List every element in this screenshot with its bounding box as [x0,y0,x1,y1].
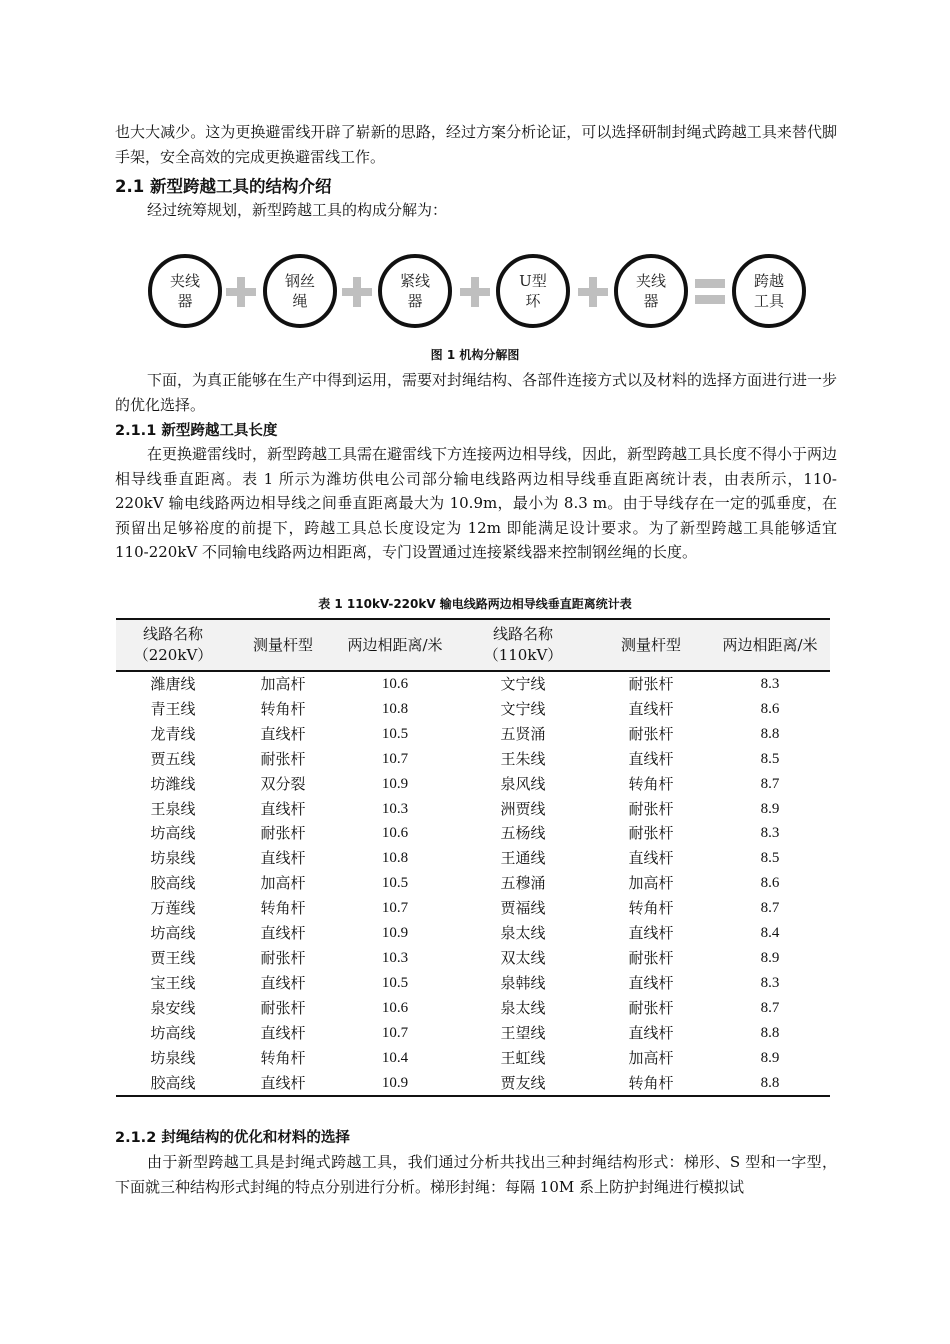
table-cell: 8.4 [760,925,780,942]
table-cell: 直线杆 [628,749,674,768]
table-cell: 8.3 [760,676,780,692]
table-row [116,1046,830,1071]
table-cell: 10.6 [381,825,409,842]
table-cell: 转角杆 [628,899,674,918]
table-cell: 直线杆 [260,724,306,743]
table-cell: 王望线 [500,1023,546,1042]
table-1-caption: 表 1 110kV-220kV 输电线路两边相导线垂直距离统计表 [318,597,632,611]
table-cell: 8.3 [760,825,780,842]
table-cell: 加高杆 [628,874,674,893]
table-cell: 10.3 [381,800,409,817]
table-cell: 8.3 [760,974,780,991]
paragraph-after-figure: 下面，为真正能够在生产中得到运用，需要对封绳结构、各部件连接方式以及材料的选择方面进行进一步的优化选择。 [115,371,838,414]
table-cell: 转角杆 [628,774,674,793]
table-cell: 王朱线 [500,749,546,768]
table-cell: 耐张杆 [260,998,306,1017]
plus-icon [460,277,490,307]
table-cell: 10.4 [381,1049,409,1066]
section-2-1-paragraph: 经过统筹规划，新型跨越工具的构成分解为： [147,201,448,219]
table-row [116,697,830,722]
result-crossing-tool: 跨越 工具 [732,254,806,328]
table-row [116,797,830,822]
table-cell: 耐张杆 [628,675,674,693]
table-cell: 10.7 [381,1024,409,1041]
table-cell: 直线杆 [628,973,674,992]
table-cell: 加高杆 [628,1048,674,1067]
table-cell: 王通线 [500,849,546,868]
table-row [116,921,830,946]
table-cell: 泉韩线 [500,973,546,992]
component-clamp-left: 夹线 器 [148,254,222,328]
table-cell: 8.9 [760,1049,780,1066]
table-cell: 8.7 [760,900,780,917]
header-tower-type: 测量杆型 [592,619,710,671]
section-2-1-2-paragraph: 由于新型跨越工具是封绳式跨越工具，我们通过分析共找出三种封绳结构形式：梯形、S 型和一字型，下面就三种结构形式封绳的特点分别进行分析。梯形封绳：每隔 10M 系上防护封绳进行模拟试 [115,1153,837,1196]
table-cell: 8.8 [760,1024,780,1041]
table-cell: 8.9 [760,949,780,966]
table-row [116,871,830,896]
plus-icon [578,277,608,307]
table-cell: 洲贾线 [500,799,546,818]
table-row [116,996,830,1021]
table-cell: 直线杆 [260,924,306,943]
table-row [116,772,830,797]
table-cell: 双太线 [500,948,546,967]
table-cell: 10.6 [381,999,409,1016]
table-cell: 泉安线 [150,998,196,1017]
equals-icon [695,279,725,305]
table-row [116,946,830,971]
table-cell: 坊潍线 [150,774,196,793]
table-cell: 8.5 [760,850,780,867]
table-cell: 龙青线 [150,724,196,743]
table-cell: 文宁线 [500,699,546,718]
section-2-1-2-heading: 2.1.2 封绳结构的优化和材料的选择 [115,1130,350,1146]
table-cell: 五贤涌 [500,724,546,743]
component-steel-rope: 钢丝 绳 [263,254,337,328]
table-cell: 8.8 [760,725,780,742]
table-cell: 坊高线 [150,924,196,943]
section-2-1-1-heading: 2.1.1 新型跨越工具长度 [115,423,278,439]
table-cell: 耐张杆 [628,824,674,843]
plus-icon [226,277,256,307]
table-cell: 耐张杆 [628,724,674,743]
table-cell: 10.9 [381,925,409,942]
table-cell: 8.6 [760,875,780,892]
table-cell: 直线杆 [628,1023,674,1042]
table-cell: 胶高线 [116,1071,230,1097]
table-cell: 10.9 [336,1071,454,1097]
table-cell: 贾王线 [150,948,196,967]
table-cell: 直线杆 [260,1023,306,1042]
table-cell: 五穆涌 [500,874,546,893]
figure-1-diagram [140,248,820,338]
component-u-ring: U型 环 [496,254,570,328]
header-distance: 两边相距离/米 [710,619,830,671]
table-cell: 直线杆 [230,1071,336,1097]
component-tensioner: 紧线 器 [378,254,452,328]
table-cell: 王泉线 [150,799,196,818]
header-distance: 两边相距离/米 [336,619,454,671]
table-cell: 王虹线 [500,1048,546,1067]
table-cell: 耐张杆 [260,749,306,768]
table-cell: 贾福线 [500,899,546,918]
table-cell: 坊泉线 [150,1048,196,1067]
table-cell: 8.8 [710,1071,830,1097]
table-cell: 耐张杆 [628,998,674,1017]
intro-paragraph: 也大大减少。这为更换避雷线开辟了崭新的思路，经过方案分析论证，可以选择研制封绳式跨越工具来替代脚手架，安全高效的完成更换避雷线工作。 [115,123,837,166]
table-row [116,846,830,871]
table-cell: 直线杆 [260,799,306,818]
table-row [116,896,830,921]
table-row [116,722,830,747]
table-cell: 直线杆 [260,849,306,868]
table-cell: 潍唐线 [150,675,196,693]
table-cell: 8.6 [760,700,780,717]
table-cell: 8.7 [760,999,780,1016]
header-line-name-110kv: 线路名称 （110kV） [454,619,592,671]
table-cell: 贾友线 [454,1071,592,1097]
table-cell: 坊高线 [150,1023,196,1042]
table-cell: 10.6 [381,676,409,692]
table-cell: 转角杆 [260,1048,306,1067]
table-header-row [116,619,830,671]
table-row [116,1071,830,1097]
table-cell: 万莲线 [150,899,196,918]
section-2-1-heading: 2.1 新型跨越工具的结构介绍 [115,177,332,196]
table-cell: 加高杆 [260,675,306,693]
table-cell: 耐张杆 [260,824,306,843]
table-cell: 贾五线 [150,749,196,768]
table-row [116,1021,830,1046]
table-cell: 宝王线 [150,973,196,992]
plus-icon [342,277,372,307]
table-cell: 泉太线 [500,998,546,1017]
table-cell: 10.8 [381,850,409,867]
table-cell: 直线杆 [628,924,674,943]
table-cell: 转角杆 [260,899,306,918]
table-cell: 直线杆 [628,699,674,718]
table-cell: 10.3 [381,949,409,966]
table-cell: 耐张杆 [628,799,674,818]
table-cell: 转角杆 [592,1071,710,1097]
table-row [116,971,830,996]
table-cell: 坊高线 [150,824,196,843]
table-cell: 10.5 [381,875,409,892]
table-cell: 8.7 [760,775,780,792]
table-cell: 10.7 [381,900,409,917]
figure-1-caption: 图 1 机构分解图 [430,348,520,362]
table-1 [116,618,830,1097]
table-row [116,821,830,846]
table-cell: 直线杆 [628,849,674,868]
table-row [116,747,830,772]
table-cell: 10.7 [381,750,409,767]
table-row [116,671,830,697]
section-2-1-1-paragraph: 在更换避雷线时，新型跨越工具需在避雷线下方连接两边相导线，因此，新型跨越工具长度不得小于两边相导线垂直距离。表 1 所示为潍坊供电公司部分输电线路两边相导线垂直距离统计表，由表所示，110-220kV 输电线路两边相导线之间垂直距离最大为 10.9m，最小为 8.3 m。由于导线存在一定的弧垂度，在预留出足够裕度的前提下，跨越工具总长度设定为 12m 即能满足设计要求。为了新型跨越工具能够适宜 110-220kV 不同输电线路两边相距离，专门设置通过连接紧线器来控制钢丝绳的长度。 [115,445,838,561]
table-cell: 10.5 [381,974,409,991]
table-cell: 泉风线 [500,774,546,793]
table-cell: 加高杆 [260,874,306,893]
table-cell: 10.5 [381,725,409,742]
header-line-name-220kv: 线路名称 （220kV） [116,619,230,671]
table-cell: 坊泉线 [150,849,196,868]
table-cell: 10.9 [381,775,409,792]
table-cell: 转角杆 [260,699,306,718]
table-cell: 泉太线 [500,924,546,943]
table-cell: 胶高线 [150,874,196,893]
table-cell: 双分裂 [260,774,306,793]
header-tower-type: 测量杆型 [230,619,336,671]
table-cell: 五杨线 [500,824,546,843]
table-cell: 10.8 [381,700,409,717]
table-cell: 耐张杆 [628,948,674,967]
table-cell: 8.9 [760,800,780,817]
table-cell: 直线杆 [260,973,306,992]
table-cell: 耐张杆 [260,948,306,967]
table-cell: 青王线 [150,699,196,718]
component-clamp-right: 夹线 器 [614,254,688,328]
table-cell: 8.5 [760,750,780,767]
table-cell: 文宁线 [500,675,546,693]
